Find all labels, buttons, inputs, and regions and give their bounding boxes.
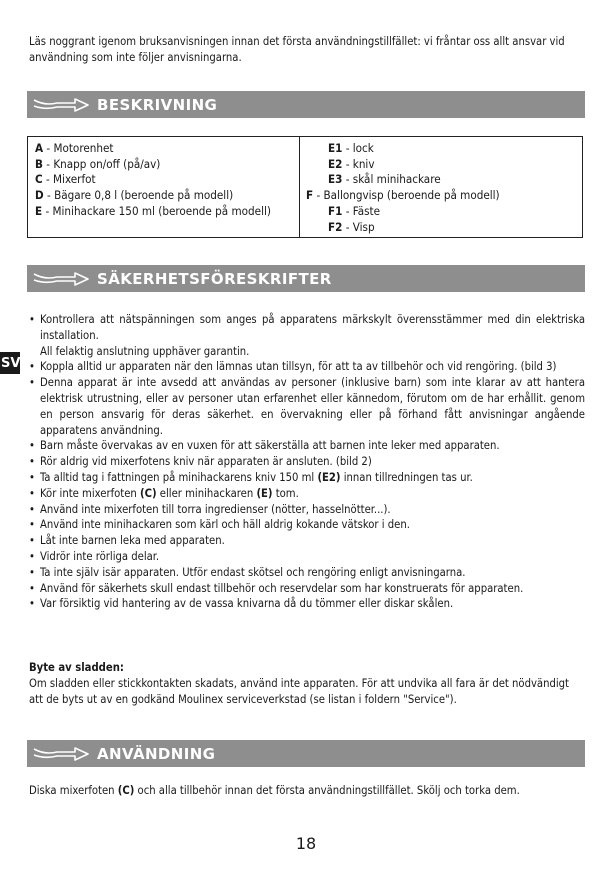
section-header-sakerhet <box>27 265 585 292</box>
list-item: • Använd inte mixerfoten till torra ingredienser (nötter, hasselnötter...). <box>29 502 585 518</box>
description-item: E - Minihackare 150 ml (beroende på modell) <box>35 203 271 218</box>
list-item: • Rör aldrig vid mixerfotens kniv när apparaten är ansluten. (bild 2) <box>29 454 585 470</box>
arrow-icon <box>31 740 91 767</box>
description-item: F - Ballongvisp (beroende på modell) <box>306 188 500 203</box>
section-header-anvandning <box>27 740 585 767</box>
description-item: C - Mixerfot <box>35 172 96 187</box>
list-item: • Använd för säkerhets skull endast tillbehör och reservdelar som har konstruerats för apparaten. <box>29 581 585 597</box>
description-item: A - Motorenhet <box>35 141 114 155</box>
list-item: • Kör inte mixerfoten (C) eller minihackaren (E) tom. <box>29 486 585 502</box>
description-item: F2 - Visp <box>328 219 375 234</box>
list-item: • Ta inte själv isär apparaten. Utför endast skötsel och rengöring enligt anvisningarna. <box>29 565 585 581</box>
list-item: • Denna apparat är inte avsedd att användas av personer (inklusive barn) som inte klarar av att hantera elektrisk utrustning, eller av personer utan erfarenhet eller kännedom, förutom om de har erhållit. genom en person ansvarig för deras säkerhet. en övervakning eller på förhand fått anvisningar angående apparatens användning. <box>29 375 585 438</box>
language-tab: SV <box>0 352 20 374</box>
cord-replacement <box>29 660 585 707</box>
cord-text: Om sladden eller stickkontakten skadats, använd inte apparaten. För att undvika all fara är det nödvändigt att de byts ut av en godkänd Moulinex serviceverkstad (se listan i foldern "Service"). <box>29 676 569 706</box>
list-item: • Låt inte barnen leka med apparaten. <box>29 533 585 549</box>
list-item: • Vidrör inte rörliga delar. <box>29 549 585 565</box>
description-item: E1 - lock <box>328 141 374 155</box>
description-column-right <box>300 137 582 237</box>
list-item: • Koppla alltid ur apparaten när den lämnas utan tillsyn, för att ta av tillbehör och vid rengöring. (bild 3) <box>29 359 585 375</box>
safety-list <box>29 312 585 612</box>
cord-heading: Byte av sladden: <box>29 661 124 674</box>
arrow-icon <box>31 91 91 118</box>
description-item: E2 - kniv <box>328 156 375 171</box>
list-item: • Barn måste övervakas av en vuxen för att säkerställa att barnen inte leker med apparaten. <box>29 438 585 454</box>
description-item: B - Knapp on/off (på/av) <box>35 156 161 171</box>
section-title: SÄKERHETSFÖRESKRIFTER <box>97 269 332 288</box>
section-title: BESKRIVNING <box>97 95 218 114</box>
description-item: E3 - skål minihackare <box>328 172 441 187</box>
description-column-left <box>28 137 300 237</box>
section-header-beskrivning <box>27 91 585 118</box>
list-item: • Var försiktig vid hantering av de vassa knivarna då du tömmer eller diskar skålen. <box>29 596 585 612</box>
description-table <box>27 136 583 238</box>
section-title: ANVÄNDNING <box>97 744 216 763</box>
description-item: D - Bägare 0,8 l (beroende på modell) <box>35 188 234 203</box>
intro-text: Läs noggrant igenom bruksanvisningen innan det första användningstillfället: vi fråntar oss allt ansvar vid användning som inte följer anvisningarna. <box>29 35 565 64</box>
list-item: • Kontrollera att nätspänningen som anges på apparatens märkskylt överensstämmer med din elektriska installation. All felaktig anslutning upphäver garantin. <box>29 312 585 359</box>
arrow-icon <box>31 265 91 292</box>
description-item: F1 - Fäste <box>328 203 381 218</box>
page-number: 18 <box>295 834 317 853</box>
usage-text: Diska mixerfoten (C) och alla tillbehör innan det första användningstillfället. Skölj och torka dem. <box>29 784 520 797</box>
list-item: • Ta alltid tag i fattningen på minihackarens kniv 150 ml (E2) innan tillredningen tas ur. <box>29 470 585 486</box>
list-item: • Använd inte minihackaren som kärl och häll aldrig kokande vätskor i den. <box>29 517 585 533</box>
